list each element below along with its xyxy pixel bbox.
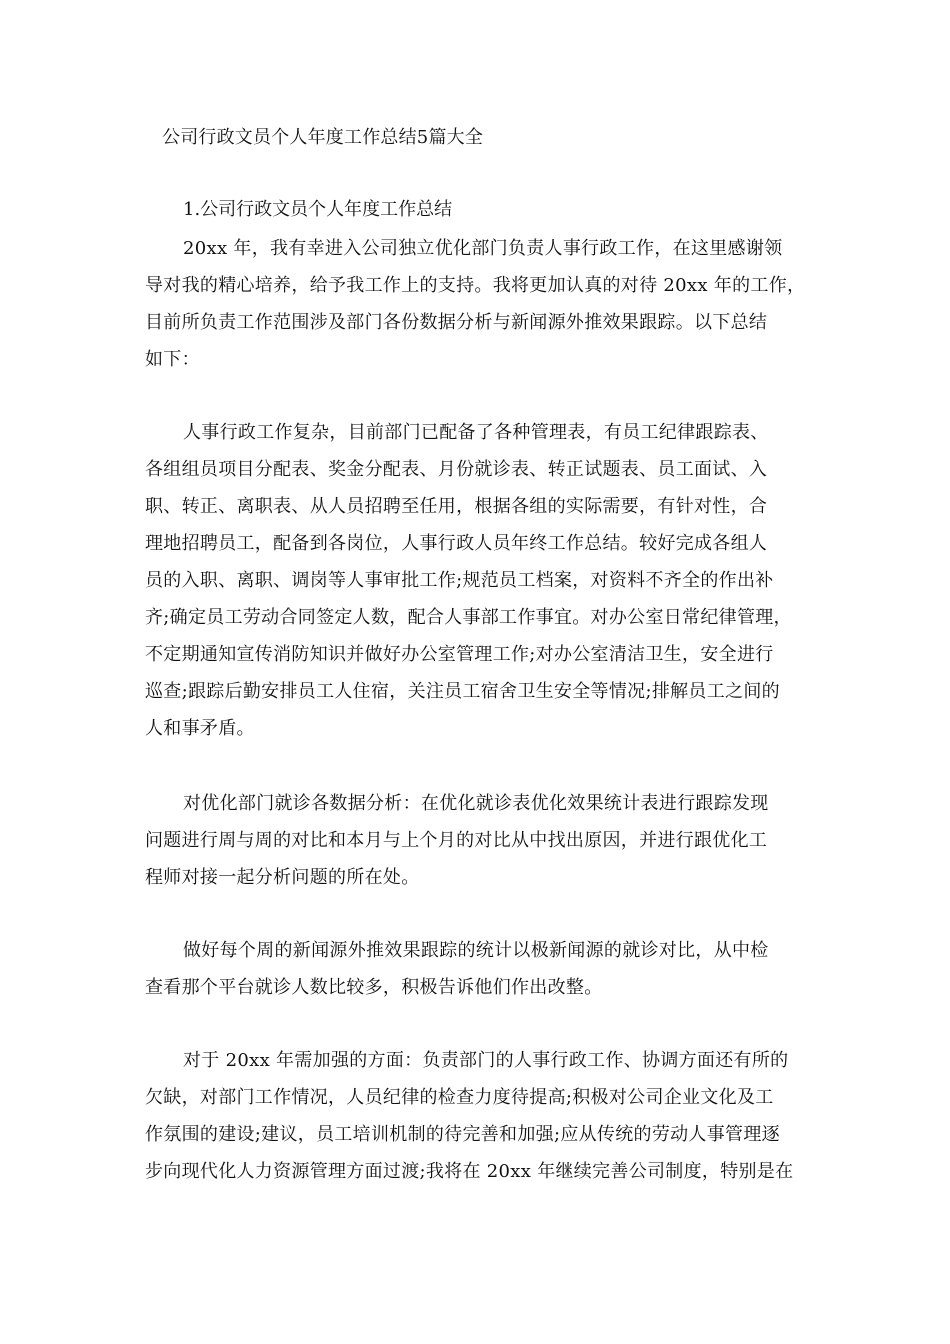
paragraph-1 <box>145 230 825 378</box>
paragraph-line: 员的入职、离职、调岗等人事审批工作;规范员工档案，对资料不齐全的作出补 <box>145 570 774 591</box>
paragraph-line: 问题进行周与周的对比和本月与上个月的对比从中找出原因，并进行跟优化工 <box>145 830 768 851</box>
paragraph-line: 对于 20xx 年需加强的方面：负责部门的人事行政工作、协调方面还有所的 <box>183 1050 789 1071</box>
paragraph-line: 目前所负责工作范围涉及部门各份数据分析与新闻源外推效果跟踪。以下总结 <box>145 312 768 333</box>
paragraph-5 <box>145 1042 825 1190</box>
paragraph-line: 20xx 年，我有幸进入公司独立优化部门负责人事行政工作，在这里感谢领 <box>183 238 783 259</box>
paragraph-line: 理地招聘员工，配备到各岗位，人事行政人员年终工作总结。较好完成各组人 <box>145 533 768 554</box>
paragraph-line: 各组组员项目分配表、奖金分配表、月份就诊表、转正试题表、员工面试、入 <box>145 459 768 480</box>
paragraph-line: 对优化部门就诊各数据分析：在优化就诊表优化效果统计表进行跟踪发现 <box>183 793 769 814</box>
paragraph-line: 不定期通知宣传消防知识并做好办公室管理工作;对办公室清洁卫生，安全进行 <box>145 644 774 665</box>
paragraph-line: 程师对接一起分析问题的所在处。 <box>145 867 420 888</box>
document-title: 公司行政文员个人年度工作总结5篇大全 <box>162 127 484 148</box>
paragraph-2 <box>145 414 825 747</box>
paragraph-line: 人事行政工作复杂，目前部门已配备了各种管理表，有员工纪律跟踪表、 <box>183 422 769 443</box>
paragraph-line: 欠缺，对部门工作情况，人员纪律的检查力度待提高;积极对公司企业文化及工 <box>145 1087 774 1108</box>
paragraph-line: 齐;确定员工劳动合同签定人数，配合人事部工作事宜。对办公室日常纪律管理， <box>145 607 792 628</box>
paragraph-4 <box>145 932 825 1006</box>
paragraph-3 <box>145 785 825 896</box>
paragraph-line: 巡查;跟踪后勤安排员工人住宿，关注员工宿舍卫生安全等情况;排解员工之间的 <box>145 681 780 702</box>
paragraph-line: 如下： <box>145 349 200 370</box>
paragraph-line: 查看那个平台就诊人数比较多，积极告诉他们作出改整。 <box>145 977 603 998</box>
paragraph-line: 导对我的精心培养，给予我工作上的支持。我将更加认真的对待 20xx 年的工作， <box>145 275 806 296</box>
paragraph-line: 职、转正、离职表、从人员招聘至任用，根据各组的实际需要，有针对性，合 <box>145 496 768 517</box>
paragraph-line: 人和事矛盾。 <box>145 718 255 739</box>
paragraph-line: 做好每个周的新闻源外推效果跟踪的统计以极新闻源的就诊对比，从中检 <box>183 940 769 961</box>
section-heading: 1.公司行政文员个人年度工作总结 <box>183 199 453 220</box>
paragraph-line: 作氛围的建设;建议，员工培训机制的待完善和加强;应从传统的劳动人事管理逐 <box>145 1124 780 1145</box>
paragraph-line: 步向现代化人力资源管理方面过渡;我将在 20xx 年继续完善公司制度，特别是在 <box>145 1161 794 1182</box>
